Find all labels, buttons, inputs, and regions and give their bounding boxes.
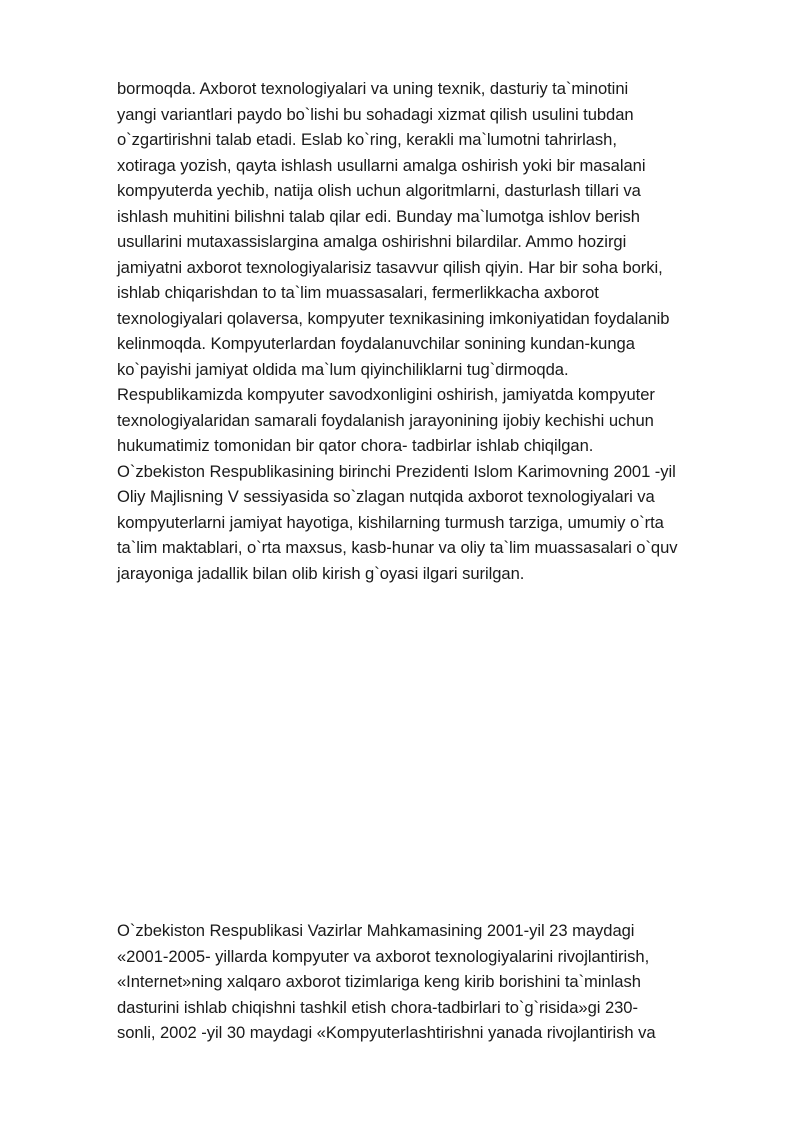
text-line: texnologiyalari qolaversa, kompyuter texnikasining imkoniyatidan foydalanib xyxy=(117,308,670,328)
text-line: kelinmoqda. Kompyuterlardan foydalanuvchilar sonining kundan-kunga xyxy=(117,334,635,353)
text-line: ishlash muhitini bilishni talab qilar edi. Bunday ma`lumotga ishlov berish xyxy=(117,206,640,226)
text-block-top xyxy=(117,76,757,586)
text-line: usullarini mutaxassislargina amalga oshirishni bilardilar. Ammo hozirgi xyxy=(117,232,627,251)
text-line: hukumatimiz tomonidan bir qator chora- tadbirlar ishlab chiqilgan. xyxy=(117,436,594,455)
text-line: jamiyatni axborot texnologiyalarisiz tasavvur qilish qiyin. Har bir soha borki, xyxy=(117,257,663,277)
text-block-bottom xyxy=(117,918,757,1046)
text-line: «2001-2005- yillarda kompyuter va axborot texnologiyalarini rivojlantirish, xyxy=(117,946,650,966)
text-line: o`zgartirishni talab etadi. Eslab ko`ring, kerakli ma`lumotni tahrirlash, xyxy=(117,130,617,149)
text-line: ta`lim maktablari, o`rta maxsus, kasb-hunar va oliy ta`lim muassasalari o`quv xyxy=(117,538,678,557)
text-line: ishlab chiqarishdan to ta`lim muassasalari, fermerlikkacha axborot xyxy=(117,283,599,302)
text-line: Oliy Majlisning V sessiyasida so`zlagan nutqida axborot texnologiyalari va xyxy=(117,487,655,506)
text-line: yangi variantlari paydo bo`lishi bu sohadagi xizmat qilish usulini tubdan xyxy=(117,104,634,124)
text-line: dasturini ishlab chiqishni tashkil etish chora-tadbirlari to`g`risida»gi 230- xyxy=(117,997,638,1017)
text-line: kompyuterda yechib, natija olish uchun algoritmlarni, dasturlash tillari va xyxy=(117,181,641,200)
text-line: jarayoniga jadallik bilan olib kirish g`oyasi ilgari surilgan. xyxy=(117,563,525,583)
text-line: O`zbekiston Respublikasining birinchi Prezidenti Islom Karimovning 2001 -yil xyxy=(117,461,676,481)
text-line: texnologiyalaridan samarali foydalanish jarayonining ijobiy kechishi uchun xyxy=(117,410,654,430)
text-line: O`zbekiston Respublikasi Vazirlar Mahkamasining 2001-yil 23 maydagi xyxy=(117,921,635,940)
text-line: xotiraga yozish, qayta ishlash usullarni amalga oshirish yoki bir masalani xyxy=(117,155,646,175)
text-line: «Internet»ning xalqaro axborot tizimlariga keng kirib borishini ta`minlash xyxy=(117,972,641,991)
text-line: bormoqda. Axborot texnologiyalari va uning texnik, dasturiy ta`minotini xyxy=(117,79,629,98)
text-line: Respublikamizda kompyuter savodxonligini oshirish, jamiyatda kompyuter xyxy=(117,385,655,404)
text-line: ko`payishi jamiyat oldida ma`lum qiyinchiliklarni tug`dirmoqda. xyxy=(117,359,569,379)
text-line: sonli, 2002 -yil 30 maydagi «Kompyuterlashtirishni yanada rivojlantirish va xyxy=(117,1023,656,1042)
text-line: kompyuterlarni jamiyat hayotiga, kishilarning turmush tarziga, umumiy o`rta xyxy=(117,512,664,532)
